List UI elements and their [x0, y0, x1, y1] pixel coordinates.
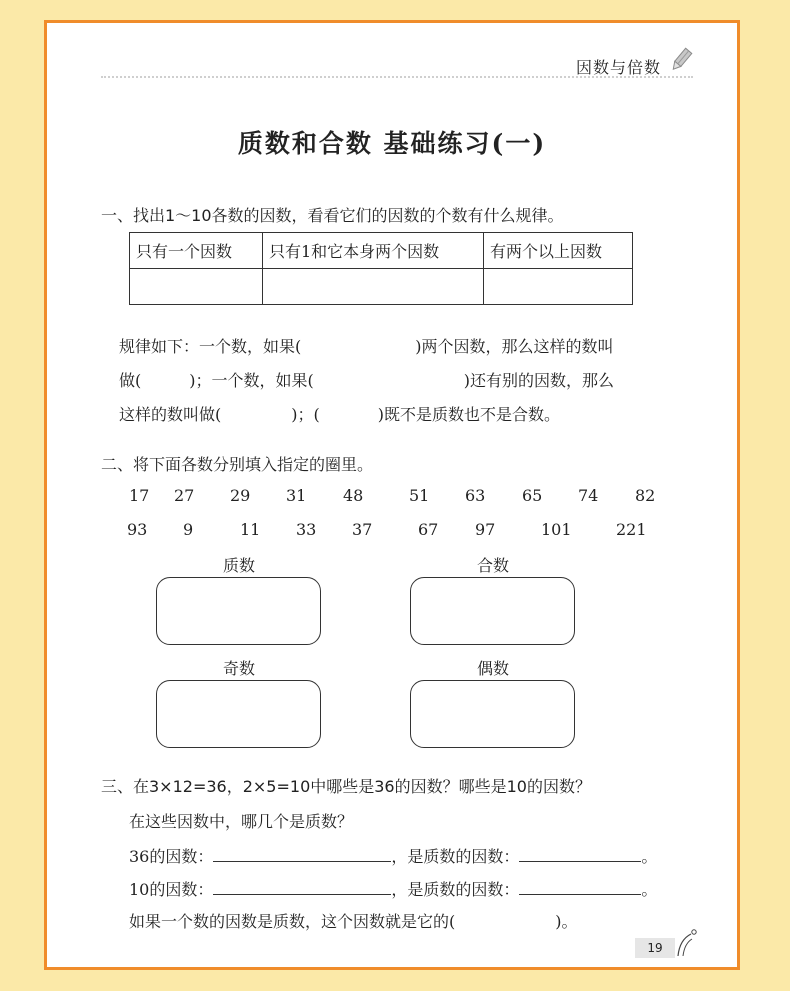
even-box-label: 偶数 — [477, 659, 510, 678]
factor-text: 如果一个数的因数是质数，这个因数就是它的( — [129, 912, 456, 931]
factor-table — [129, 232, 633, 305]
rule-text: )；一个数，如果( — [189, 371, 314, 390]
number-item: 11 — [240, 520, 261, 539]
rule-text: 规律如下：一个数，如果( — [119, 337, 302, 356]
rule-text: 这样的数叫做( — [119, 405, 222, 424]
answer-blank[interactable] — [519, 880, 641, 895]
page-title: 质数和合数 基础练习(一) — [237, 129, 547, 158]
factor-line-10 — [129, 877, 657, 900]
factor-text: ，是质数的因数： — [391, 847, 520, 866]
q3-heading: 三、在3×12=36，2×5=10中哪些是36的因数？哪些是10的因数？ — [101, 777, 591, 796]
number-item: 101 — [541, 520, 572, 539]
factor-text: )。 — [555, 912, 578, 931]
q1-heading: 一、找出1～10各数的因数，看看它们的因数的个数有什么规律。 — [101, 206, 564, 225]
composite-box[interactable] — [410, 577, 575, 645]
odd-box-label: 奇数 — [223, 659, 256, 678]
even-box[interactable] — [410, 680, 575, 748]
prime-box[interactable] — [156, 577, 321, 645]
composite-box-label: 合数 — [477, 556, 510, 575]
number-item: 33 — [296, 520, 317, 539]
number-item: 67 — [418, 520, 439, 539]
q2-heading: 二、将下面各数分别填入指定的圈里。 — [101, 455, 374, 474]
number-item: 31 — [286, 486, 307, 505]
number-item: 65 — [522, 486, 543, 505]
table-header-3: 有两个以上因数 — [484, 233, 633, 269]
rule-text: )；( — [291, 405, 320, 424]
number-item: 17 — [129, 486, 150, 505]
rule-line-2 — [119, 368, 614, 391]
factor-line-conclusion — [129, 909, 578, 932]
page-number: 19 — [635, 938, 675, 958]
odd-box[interactable] — [156, 680, 321, 748]
number-item: 63 — [465, 486, 486, 505]
rule-text: )还有别的因数，那么 — [463, 371, 614, 390]
factor-text: 。 — [641, 847, 658, 866]
rule-line-1 — [119, 334, 614, 357]
rule-text: )两个因数，那么这样的数叫 — [415, 337, 614, 356]
factor-line-36 — [129, 844, 657, 867]
table-header-1: 只有一个因数 — [130, 233, 263, 269]
factor-text: 10的因数： — [129, 880, 214, 899]
number-item: 82 — [635, 486, 656, 505]
answer-cell-2[interactable] — [263, 269, 484, 305]
factor-text: 。 — [641, 880, 658, 899]
number-item: 93 — [127, 520, 148, 539]
number-item: 9 — [183, 520, 194, 539]
number-item: 74 — [578, 486, 599, 505]
answer-blank[interactable] — [213, 847, 391, 862]
worksheet-page — [44, 20, 740, 970]
q3-subheading: 在这些因数中，哪几个是质数？ — [129, 812, 354, 831]
rule-line-3 — [119, 402, 560, 425]
factor-text: 36的因数： — [129, 847, 214, 866]
answer-cell-1[interactable] — [130, 269, 263, 305]
number-item: 27 — [174, 486, 195, 505]
pencil-icon — [669, 47, 693, 73]
factor-text: ，是质数的因数： — [391, 880, 520, 899]
header-divider — [101, 76, 693, 78]
number-item: 37 — [352, 520, 373, 539]
rule-text: 做( — [119, 371, 142, 390]
number-item: 29 — [230, 486, 251, 505]
rule-text: )既不是质数也不是合数。 — [377, 405, 560, 424]
number-item: 221 — [616, 520, 647, 539]
number-item: 97 — [475, 520, 496, 539]
swirl-icon — [675, 928, 697, 958]
answer-blank[interactable] — [519, 847, 641, 862]
answer-blank[interactable] — [213, 880, 391, 895]
number-item: 48 — [343, 486, 364, 505]
prime-box-label: 质数 — [223, 556, 256, 575]
header-title: 因数与倍数 — [575, 58, 661, 77]
answer-cell-3[interactable] — [484, 269, 633, 305]
number-item: 51 — [409, 486, 430, 505]
table-header-2: 只有1和它本身两个因数 — [263, 233, 484, 269]
